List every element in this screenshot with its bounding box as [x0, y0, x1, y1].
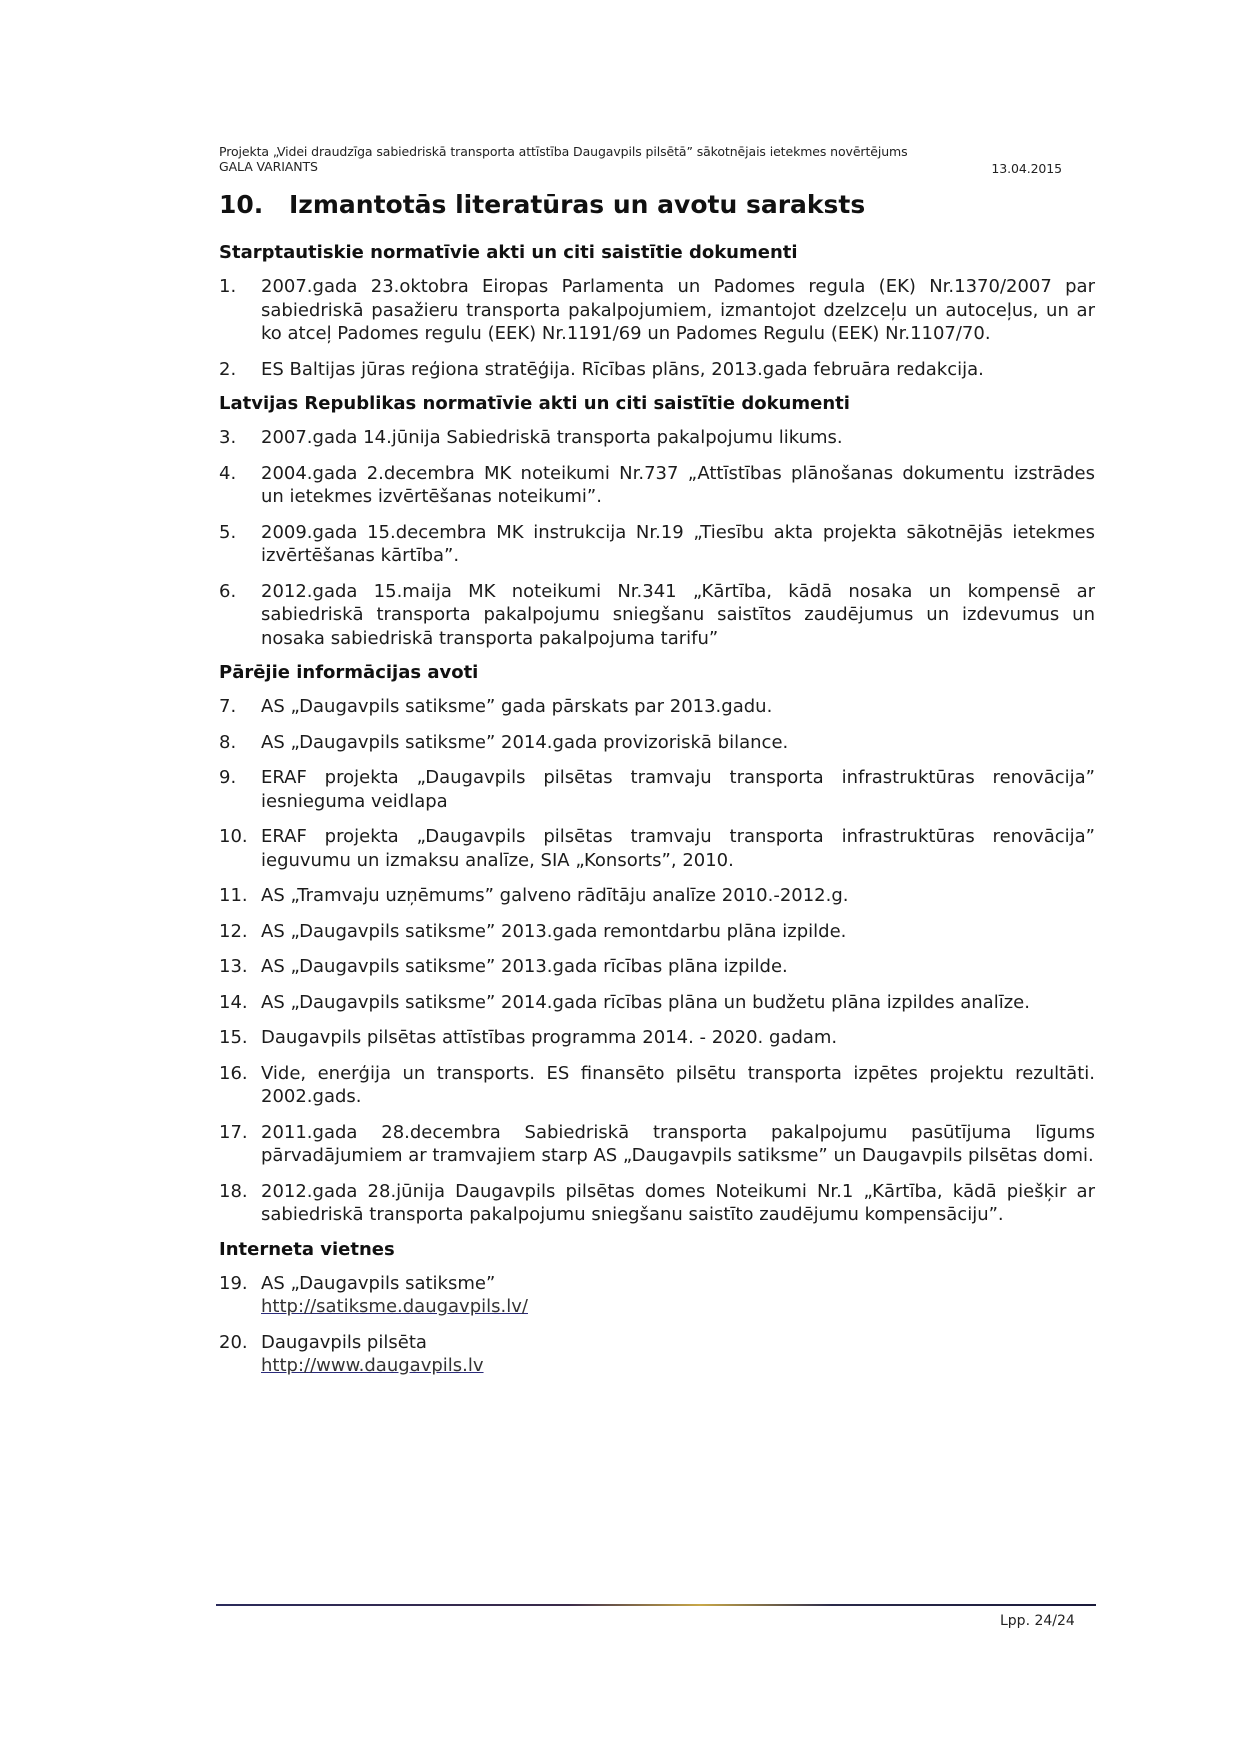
reference-text: 2011.gada 28.decembra Sabiedriskā transporta pakalpojumu pasūtījuma līgums pārvadājumiem ar tramvajiem starp AS „Daugavpils satiksme” un Daugavpils pilsētas domi.: [261, 1121, 1095, 1166]
reference-text-block: [261, 1062, 1095, 1109]
reference-list: [219, 426, 1095, 650]
reference-text: AS „Daugavpils satiksme”: [261, 1272, 496, 1294]
reference-number: 17.: [219, 1121, 248, 1143]
reference-number: 3.: [219, 427, 237, 448]
reference-item: [219, 695, 1095, 719]
reference-number: 14.: [219, 991, 248, 1013]
reference-item: [219, 825, 1095, 872]
reference-item: [219, 1062, 1095, 1109]
reference-text-block: [261, 1026, 1095, 1050]
reference-text-block: [261, 462, 1095, 509]
section-heading: Latvijas Republikas normatīvie akti un citi saistītie dokumenti: [219, 393, 850, 414]
reference-number: 9.: [219, 767, 237, 788]
chapter-number: 10.: [219, 190, 264, 219]
reference-item: [219, 884, 1095, 908]
references-list: [219, 242, 1095, 1390]
reference-text: ERAF projekta „Daugavpils pilsētas tramvaju transporta infrastruktūras renovācija” iesnieguma veidlapa: [261, 767, 1095, 812]
reference-text-block: [261, 1121, 1095, 1168]
reference-text-block: [261, 521, 1095, 568]
reference-number: 12.: [219, 920, 248, 942]
reference-text-block: [261, 991, 1095, 1015]
section-heading: Pārējie informācijas avoti: [219, 662, 479, 683]
reference-text: AS „Daugavpils satiksme” 2014.gada provizoriskā bilance.: [261, 731, 789, 753]
reference-item: [219, 920, 1095, 944]
reference-text: Vide, enerģija un transports. ES finansēto pilsētu transporta izpētes projektu rezultāti. 2002.gads.: [261, 1062, 1095, 1107]
reference-text: 2012.gada 15.maija MK noteikumi Nr.341 „Kārtība, kādā nosaka un kompensē ar sabiedriskā transporta pakalpojumu sniegšanu saistītos zaudējumus un izdevumus un nosaka sabiedriskā transporta pakalpojuma tarifu”: [261, 580, 1095, 649]
reference-number: 7.: [219, 696, 237, 717]
reference-item: [219, 991, 1095, 1015]
reference-list: [219, 1272, 1095, 1378]
reference-text-block: [261, 955, 1095, 979]
reference-text: 2009.gada 15.decembra MK instrukcija Nr.19 „Tiesību akta projekta sākotnējās ietekmes izvērtēšanas kārtība”.: [261, 521, 1095, 566]
reference-item: [219, 731, 1095, 755]
section-heading: Starptautiskie normatīvie akti un citi saistītie dokumenti: [219, 242, 798, 263]
reference-number: 1.: [219, 276, 237, 297]
chapter-heading: [219, 190, 865, 219]
reference-text-block: [261, 426, 1095, 450]
reference-text: AS „Daugavpils satiksme” gada pārskats par 2013.gadu.: [261, 696, 773, 717]
reference-text-block: [261, 1331, 1095, 1378]
reference-text: AS „Daugavpils satiksme” 2013.gada remontdarbu plāna izpilde.: [261, 920, 847, 942]
reference-text: Daugavpils pilsēta: [261, 1331, 427, 1353]
footer-divider: [216, 1604, 1096, 1606]
reference-number: 6.: [219, 580, 237, 602]
chapter-title: Izmantotās literatūras un avotu saraksts: [289, 190, 866, 219]
reference-item: [219, 1180, 1095, 1227]
reference-number: 15.: [219, 1027, 248, 1048]
reference-number: 20.: [219, 1331, 248, 1353]
reference-number: 4.: [219, 462, 237, 484]
reference-item: [219, 955, 1095, 979]
reference-text: ERAF projekta „Daugavpils pilsētas tramvaju transporta infrastruktūras renovācija” ieguvumu un izmaksu analīze, SIA „Konsorts”, 2010.: [261, 826, 1095, 871]
reference-text-block: [261, 884, 1095, 908]
reference-item: [219, 275, 1095, 346]
reference-item: [219, 521, 1095, 568]
reference-list: [219, 275, 1095, 381]
reference-link[interactable]: http://satiksme.daugavpils.lv/: [261, 1296, 528, 1317]
page-number: Lpp. 24/24: [1000, 1613, 1075, 1629]
reference-number: 16.: [219, 1062, 248, 1084]
project-title: Projekta „Videi draudzīga sabiedriskā transporta attīstība Daugavpils pilsētā” sākotnējais ietekmes novērtējums: [219, 144, 908, 159]
reference-item: [219, 1272, 1095, 1319]
reference-number: 2.: [219, 358, 237, 380]
reference-number: 18.: [219, 1180, 248, 1202]
reference-text: Daugavpils pilsētas attīstības programma 2014. - 2020. gadam.: [261, 1027, 838, 1048]
reference-text-block: [261, 358, 1095, 382]
reference-number: 10.: [219, 826, 248, 847]
reference-text: AS „Daugavpils satiksme” 2013.gada rīcības plāna izpilde.: [261, 956, 788, 977]
reference-text: AS „Tramvaju uzņēmums” galveno rādītāju analīze 2010.-2012.g.: [261, 885, 849, 906]
reference-item: [219, 1026, 1095, 1050]
reference-list: [219, 695, 1095, 1227]
document-date: 13.04.2015: [991, 161, 1062, 176]
reference-item: [219, 1331, 1095, 1378]
reference-number: 8.: [219, 731, 237, 753]
reference-item: [219, 462, 1095, 509]
reference-text-block: [261, 275, 1095, 346]
reference-text-block: [261, 731, 1095, 755]
reference-text: 2007.gada 14.jūnija Sabiedriskā transporta pakalpojumu likums.: [261, 427, 843, 448]
reference-text-block: [261, 695, 1095, 719]
reference-text-block: [261, 1272, 1095, 1319]
reference-number: 11.: [219, 885, 248, 906]
reference-text-block: [261, 580, 1095, 651]
reference-number: 13.: [219, 956, 248, 977]
reference-item: [219, 358, 1095, 382]
reference-text: ES Baltijas jūras reģiona stratēģija. Rīcības plāns, 2013.gada februāra redakcija.: [261, 358, 984, 380]
reference-text: 2012.gada 28.jūnija Daugavpils pilsētas domes Noteikumi Nr.1 „Kārtība, kādā piešķir ar sabiedriskā transporta pakalpojumu sniegšanu saistīto zaudējumu kompensāciju”.: [261, 1180, 1095, 1225]
reference-item: [219, 1121, 1095, 1168]
reference-text-block: [261, 825, 1095, 872]
reference-number: 19.: [219, 1272, 248, 1294]
reference-text-block: [261, 920, 1095, 944]
reference-text: AS „Daugavpils satiksme” 2014.gada rīcības plāna un budžetu plāna izpildes analīze.: [261, 991, 1030, 1013]
reference-text: 2007.gada 23.oktobra Eiropas Parlamenta un Padomes regula (EK) Nr.1370/2007 par sabiedriskā pasažieru transporta pakalpojumiem, izmantojot dzelzceļu un autoceļus, un ar ko atceļ Padomes regulu (EEK) Nr.1191/69 un Padomes Regulu (EEK) Nr.1107/70.: [261, 276, 1095, 344]
reference-link[interactable]: http://www.daugavpils.lv: [261, 1355, 484, 1376]
reference-text: 2004.gada 2.decembra MK noteikumi Nr.737 „Attīstības plānošanas dokumentu izstrādes un ietekmes izvērtēšanas noteikumi”.: [261, 462, 1095, 507]
page-header: [219, 144, 1062, 176]
reference-item: [219, 426, 1095, 450]
document-variant: GALA VARIANTS: [219, 159, 318, 174]
reference-item: [219, 580, 1095, 651]
reference-text-block: [261, 1180, 1095, 1227]
reference-item: [219, 766, 1095, 813]
reference-text-block: [261, 766, 1095, 813]
reference-number: 5.: [219, 521, 237, 543]
section-heading: Interneta vietnes: [219, 1238, 395, 1260]
